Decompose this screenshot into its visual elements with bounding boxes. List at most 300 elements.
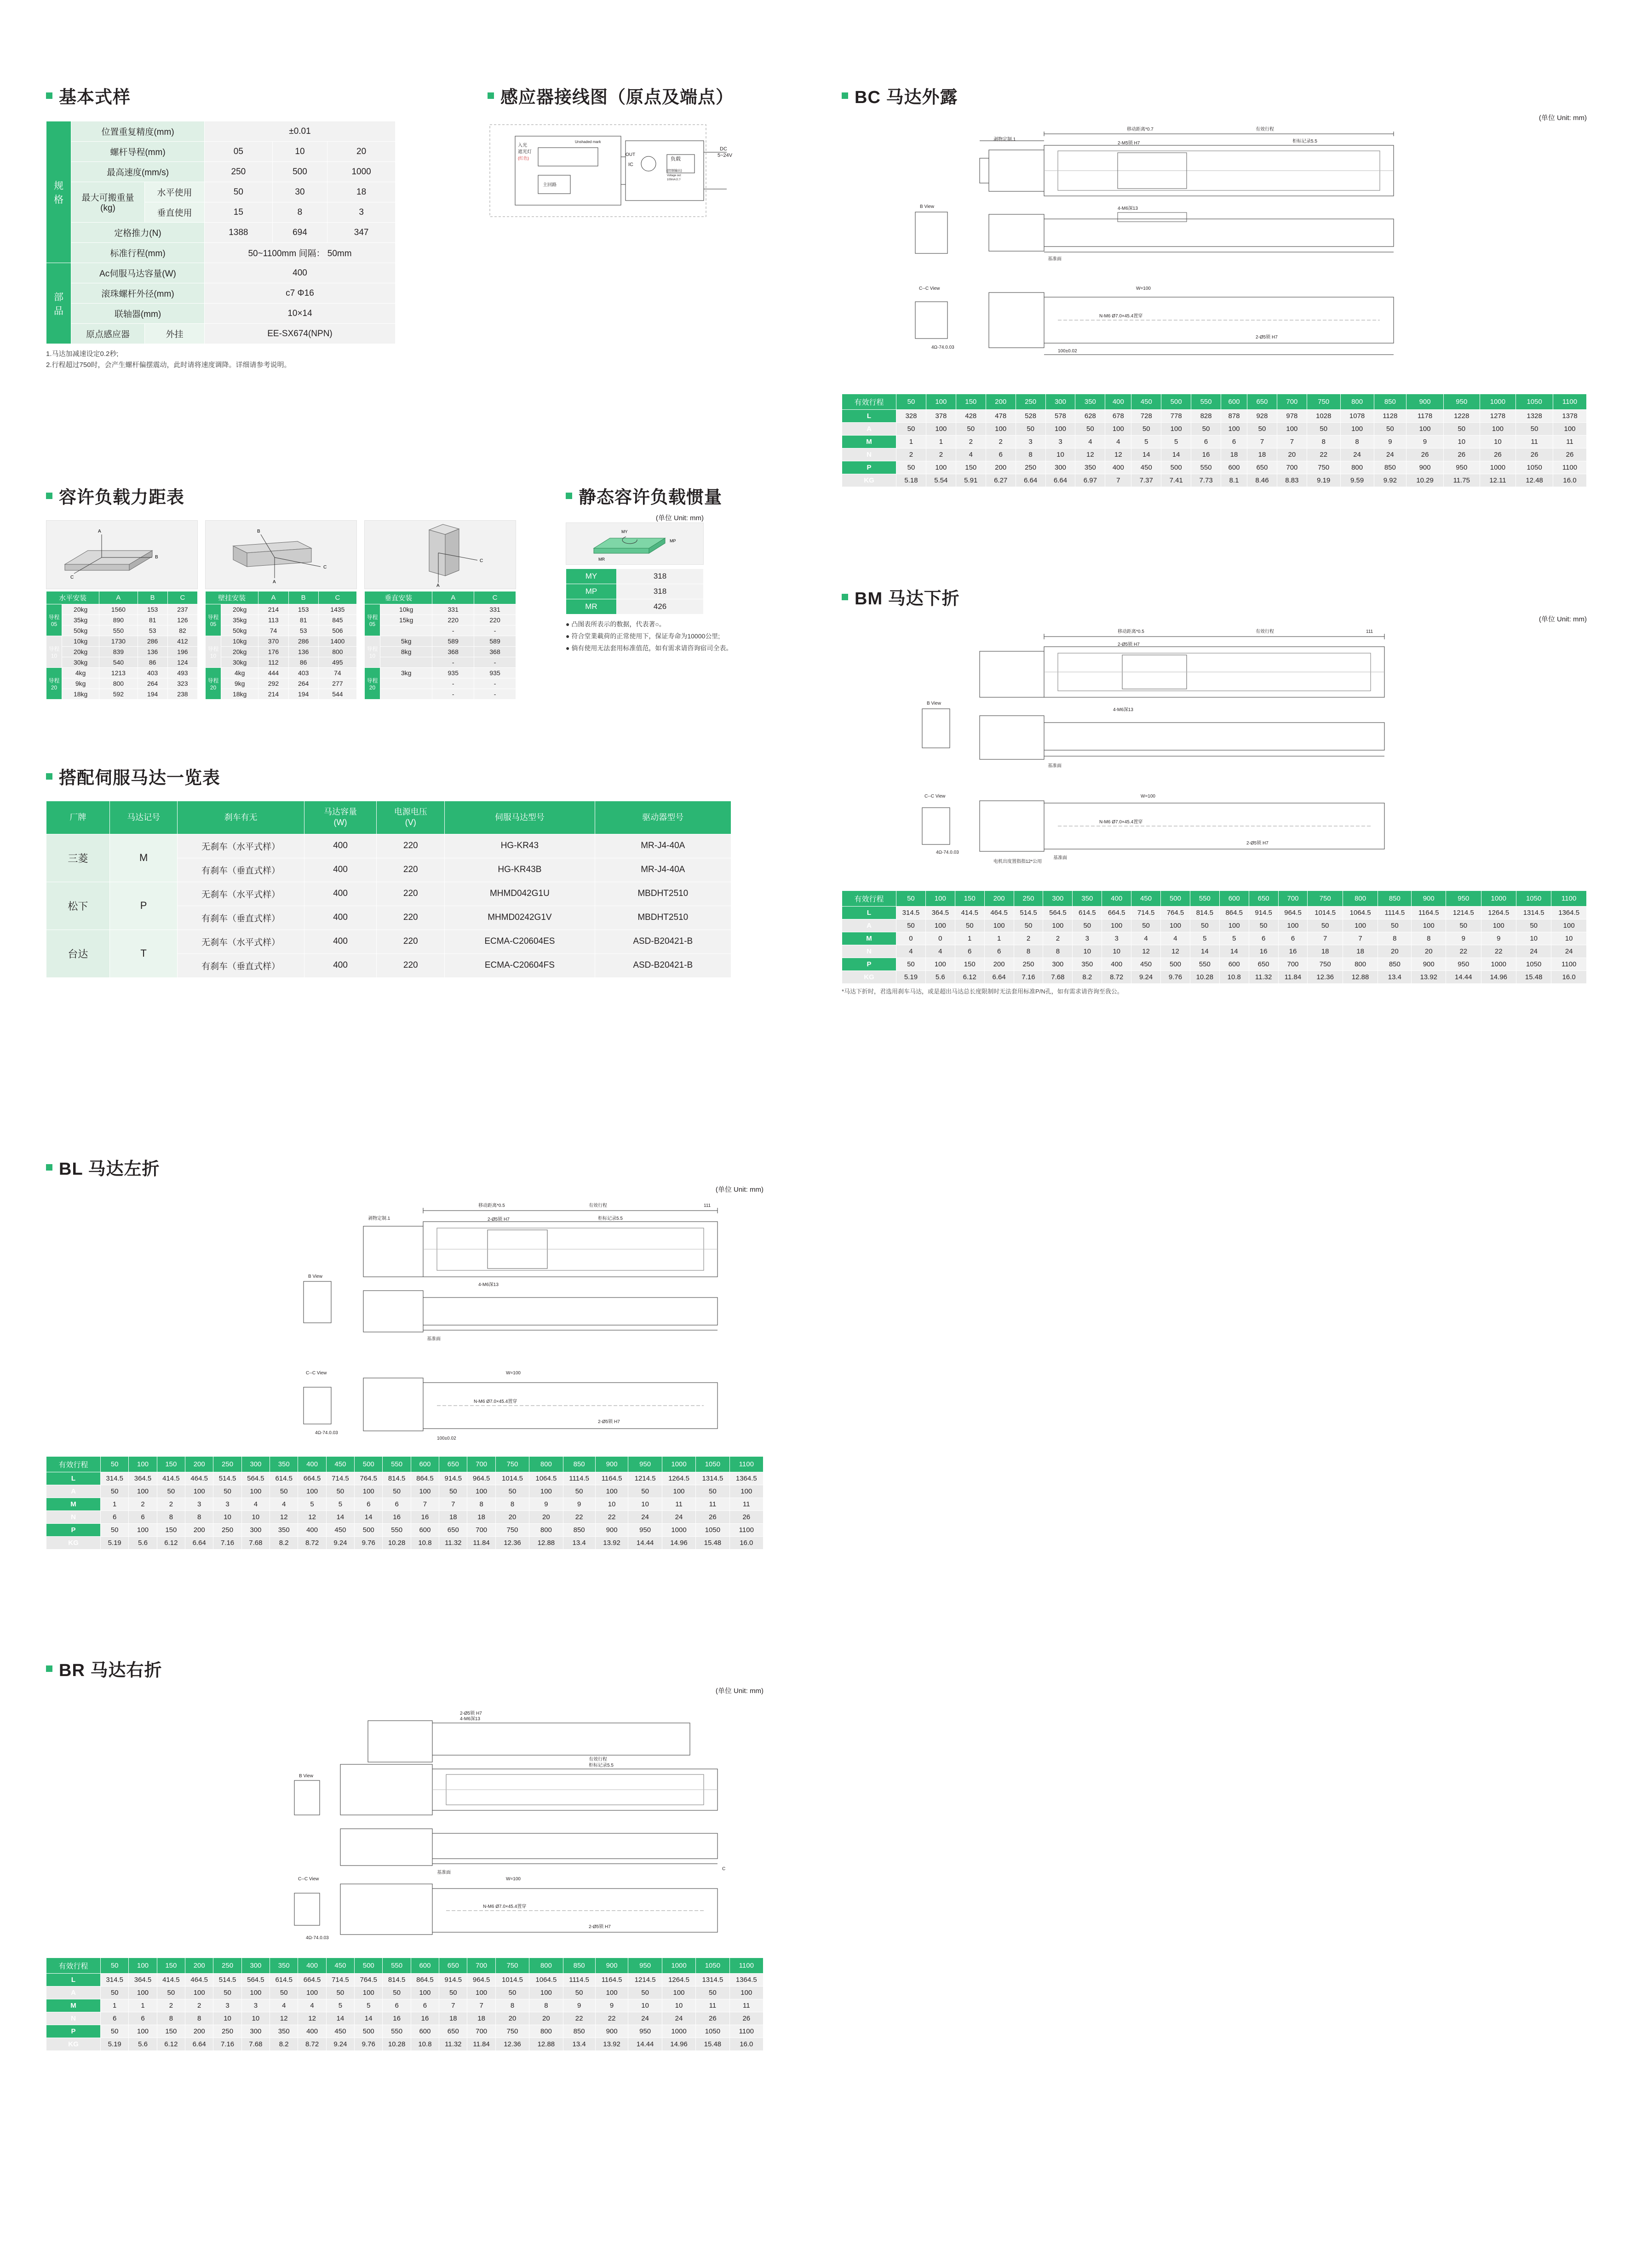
- bullet-icon: [566, 493, 572, 499]
- load-weight: 10kg: [62, 636, 99, 647]
- table-row: [206, 689, 357, 700]
- svg-text:B View: B View: [920, 204, 934, 209]
- dim-cell: 10.28: [383, 1537, 411, 1550]
- svg-text:4-M6深13: 4-M6深13: [460, 1717, 480, 1722]
- dim-cell: 800: [529, 1524, 563, 1537]
- table-row: [46, 121, 396, 142]
- dim-cell: 9: [563, 1498, 595, 1511]
- dim-cell: 20: [1378, 945, 1412, 958]
- dim-header-18: 900: [595, 1958, 628, 1974]
- dim-cell: 50: [101, 1524, 129, 1537]
- dim-header-10: 500: [1161, 891, 1190, 907]
- motor-brake: 无刹车（水平式样）: [178, 882, 304, 906]
- dim-cell: 100: [1343, 919, 1378, 932]
- dim-cell: 7: [1308, 932, 1343, 945]
- dim-cell: 1: [896, 436, 926, 448]
- dim-header-0: 有效行程: [46, 1958, 101, 1974]
- bm-note: *马达下折时，君选用刹车马达，或是超出马达总长度限制时无法套用标准P/N孔，如有需求请咨询至我公。: [842, 988, 1123, 995]
- svg-text:N-M6 Ø7.0×45.4置穿: N-M6 Ø7.0×45.4置穿: [483, 1904, 527, 1909]
- spec-label: 最高速度(mm/s): [71, 162, 205, 182]
- spec-value: 50~1100mm 间隔： 50mm: [205, 243, 396, 263]
- dim-cell: 428: [956, 410, 986, 423]
- dim-header-3: 150: [955, 891, 984, 907]
- table-row: [566, 599, 704, 614]
- load-table-horizontal: [46, 591, 198, 700]
- dim-cell: 1114.5: [563, 1472, 595, 1485]
- dim-cell: 6: [1249, 932, 1278, 945]
- dim-cell: 12: [270, 2012, 298, 2025]
- load-weight: 9kg: [221, 678, 258, 689]
- section-br: [46, 1656, 763, 2051]
- dim-cell: 100: [926, 423, 956, 436]
- svg-text:MY: MY: [621, 529, 628, 534]
- load-value: 935: [432, 668, 474, 678]
- svg-text:4-M6深13: 4-M6深13: [478, 1282, 499, 1287]
- dim-cell: 300: [241, 1524, 270, 1537]
- load-value: 176: [258, 647, 288, 657]
- load-block-horizontal: [46, 520, 198, 700]
- dim-cell: 26: [696, 2012, 729, 2025]
- load-lead-label: 导程 10: [365, 636, 380, 668]
- dim-cell: 8: [1307, 436, 1340, 448]
- dim-header-10: 500: [355, 1457, 383, 1472]
- dim-cell: 100: [411, 1485, 439, 1498]
- spec-value: 500: [272, 162, 327, 182]
- dim-header-21: 1050: [696, 1457, 729, 1472]
- load-value: 264: [288, 678, 318, 689]
- dim-cell: 9: [1374, 436, 1406, 448]
- spec-category-1: 规格: [46, 121, 71, 263]
- dim-cell: 8: [185, 1511, 213, 1524]
- dim-cell: 16: [411, 1511, 439, 1524]
- dim-cell: 12.36: [495, 1537, 529, 1550]
- load-value: -: [432, 657, 474, 668]
- static-moment-table: [566, 568, 704, 614]
- dim-cell: 50: [1443, 423, 1480, 436]
- dim-cell: 50: [270, 1987, 298, 1999]
- dim-cell: 650: [1249, 958, 1278, 971]
- dim-cell: 914.5: [439, 1974, 467, 1987]
- load-value: 1213: [99, 668, 138, 678]
- dim-cell: 8: [1043, 945, 1073, 958]
- load-weight: 20kg: [221, 604, 258, 615]
- dim-cell: 150: [157, 2025, 185, 2038]
- dim-cell: 8.46: [1247, 474, 1277, 487]
- svg-text:2-Ø5锁 H7: 2-Ø5锁 H7: [488, 1217, 510, 1222]
- dim-cell: 10.8: [1219, 971, 1249, 984]
- static-value: 318: [617, 584, 704, 599]
- dim-cell: 750: [1307, 461, 1340, 474]
- dim-cell: 26: [696, 1511, 729, 1524]
- dim-cell: 1364.5: [729, 1472, 763, 1485]
- dim-cell: 700: [467, 1524, 495, 1537]
- load-value: 286: [288, 636, 318, 647]
- svg-text:111: 111: [704, 1203, 711, 1208]
- dim-cell: 10: [1516, 932, 1551, 945]
- load-value: 493: [167, 668, 197, 678]
- bl-dim-body: [46, 1472, 763, 1550]
- load-value: 153: [138, 604, 167, 615]
- dim-header-22: 1100: [729, 1457, 763, 1472]
- svg-text:C--C View: C--C View: [306, 1371, 327, 1376]
- dim-cell: 18: [1247, 448, 1277, 461]
- dim-cell: 350: [270, 1524, 298, 1537]
- table-row: [842, 410, 1587, 423]
- table-row: [206, 615, 357, 626]
- section-bc: [842, 83, 1587, 487]
- dim-cell: 200: [185, 2025, 213, 2038]
- dim-cell: 8: [495, 1999, 529, 2012]
- dim-cell: 7.68: [241, 2038, 270, 2051]
- table-row: [46, 626, 198, 636]
- dim-cell: 1050: [696, 2025, 729, 2038]
- table-row: [46, 182, 396, 202]
- load-value: 331: [474, 604, 516, 615]
- load-weight: 9kg: [62, 678, 99, 689]
- dim-cell: 550: [383, 2025, 411, 2038]
- dim-row-label: A: [46, 1987, 101, 1999]
- dim-cell: 14: [1219, 945, 1249, 958]
- dim-cell: 1114.5: [563, 1974, 595, 1987]
- svg-text:基准面: 基准面: [1048, 764, 1062, 769]
- svg-text:OUT: OUT: [626, 152, 636, 157]
- dim-cell: 100: [986, 423, 1016, 436]
- section-title: BC 马达外露: [855, 88, 958, 107]
- dim-row-label: KG: [46, 1537, 101, 1550]
- dim-cell: 100: [1277, 423, 1307, 436]
- load-value: 403: [138, 668, 167, 678]
- dim-cell: 6: [1278, 932, 1308, 945]
- motor-body: [46, 834, 731, 977]
- table-row: [842, 448, 1587, 461]
- table-row: [566, 584, 704, 599]
- dim-cell: 314.5: [101, 1472, 129, 1485]
- dim-cell: 5.6: [925, 971, 955, 984]
- dim-cell: 5: [1190, 932, 1219, 945]
- dim-cell: 400: [1105, 461, 1131, 474]
- dim-cell: 1314.5: [696, 1472, 729, 1485]
- dim-cell: 50: [1378, 919, 1412, 932]
- dim-cell: 16: [383, 1511, 411, 1524]
- svg-text:B: B: [257, 529, 260, 534]
- dim-cell: 500: [355, 1524, 383, 1537]
- dim-cell: 1378: [1553, 410, 1587, 423]
- dim-row-label: KG: [46, 2038, 101, 2051]
- dim-header-19: 950: [1443, 394, 1480, 410]
- dim-cell: 1: [101, 1498, 129, 1511]
- load-col-c: C: [474, 591, 516, 604]
- dim-cell: 24: [1551, 945, 1587, 958]
- dim-cell: 100: [1105, 423, 1131, 436]
- load-value: 53: [138, 626, 167, 636]
- table-row: [206, 657, 357, 668]
- dim-cell: 864.5: [411, 1472, 439, 1485]
- dim-cell: 8: [1014, 945, 1043, 958]
- svg-text:基准面: 基准面: [1048, 257, 1062, 262]
- dim-cell: 564.5: [241, 1974, 270, 1987]
- dim-header-22: 1100: [1551, 891, 1587, 907]
- load-value: 237: [167, 604, 197, 615]
- section-title: 基本式样: [59, 88, 131, 107]
- dim-cell: 100: [926, 461, 956, 474]
- dim-cell: 6.27: [986, 474, 1016, 487]
- svg-text:有效行程: 有效行程: [589, 1203, 607, 1208]
- dim-cell: 678: [1105, 410, 1131, 423]
- svg-text:有效行程: 有效行程: [1256, 629, 1274, 634]
- svg-text:C: C: [480, 558, 483, 563]
- dim-header-3: 150: [157, 1958, 185, 1974]
- load-weight: 15kg: [380, 615, 432, 626]
- load-value: 540: [99, 657, 138, 668]
- svg-text:B View: B View: [299, 1774, 313, 1779]
- svg-text:C--C View: C--C View: [298, 1877, 319, 1882]
- bm-dim-body: [842, 907, 1587, 984]
- table-row: [46, 1974, 763, 1987]
- dim-cell: 464.5: [984, 907, 1014, 919]
- table-row: [206, 647, 357, 657]
- spec-value: 694: [272, 223, 327, 243]
- load-diagram-vertical: [364, 520, 516, 589]
- load-weight: 3kg: [380, 668, 432, 678]
- dim-header-9: 450: [1131, 891, 1161, 907]
- load-col-b: B: [138, 591, 167, 604]
- dim-cell: 5.6: [129, 2038, 157, 2051]
- dim-cell: 3: [241, 1999, 270, 2012]
- dim-cell: 15.48: [696, 2038, 729, 2051]
- dim-cell: 400: [1102, 958, 1131, 971]
- section-basic: [46, 83, 396, 371]
- load-value: 935: [474, 668, 516, 678]
- dim-cell: 1014.5: [1308, 907, 1343, 919]
- dim-cell: 2: [896, 448, 926, 461]
- dim-cell: 50: [563, 1987, 595, 1999]
- motor-brake: 无刹车（水平式样）: [178, 930, 304, 953]
- dim-header-21: 1050: [696, 1958, 729, 1974]
- dim-cell: 18: [439, 2012, 467, 2025]
- dim-cell: 100: [467, 1485, 495, 1498]
- dim-cell: 7.68: [241, 1537, 270, 1550]
- sensor-wiring-diagram: [488, 120, 773, 235]
- dim-cell: 628: [1075, 410, 1105, 423]
- dim-header-7: 350: [270, 1958, 298, 1974]
- dim-cell: 8: [157, 2012, 185, 2025]
- dim-cell: 800: [529, 2025, 563, 2038]
- svg-text:2-Ø5锁 H7: 2-Ø5锁 H7: [460, 1711, 482, 1716]
- table-row: [842, 436, 1587, 448]
- svg-text:4-M6深13: 4-M6深13: [1113, 707, 1133, 712]
- dim-cell: 14: [1190, 945, 1219, 958]
- load-value: 194: [288, 689, 318, 700]
- load-value: -: [474, 689, 516, 700]
- dim-row-label: M: [46, 1999, 101, 2012]
- table-row: [46, 1485, 763, 1498]
- dim-cell: 100: [241, 1987, 270, 1999]
- dim-cell: 450: [1131, 461, 1161, 474]
- dim-cell: 20: [495, 1511, 529, 1524]
- dim-cell: 414.5: [157, 1472, 185, 1485]
- table-row: [46, 882, 731, 906]
- dim-cell: 750: [495, 2025, 529, 2038]
- svg-text:剥物定制.1: 剥物定制.1: [993, 137, 1016, 142]
- svg-text:5~24V: 5~24V: [718, 153, 733, 158]
- dim-cell: 10: [241, 1511, 270, 1524]
- dim-cell: 850: [563, 1524, 595, 1537]
- load-block-name: 水平安装: [46, 591, 99, 604]
- motor-model: ECMA-C20604ES: [445, 930, 595, 953]
- dim-cell: 350: [270, 2025, 298, 2038]
- table-row: [206, 636, 357, 647]
- dim-cell: 22: [563, 1511, 595, 1524]
- load-col-a: A: [99, 591, 138, 604]
- dim-row-label: A: [46, 1485, 101, 1498]
- load-value: 589: [474, 636, 516, 647]
- dim-cell: 12.88: [529, 1537, 563, 1550]
- load-col-a: A: [258, 591, 288, 604]
- dim-cell: 7.73: [1191, 474, 1221, 487]
- dim-cell: 50: [101, 1987, 129, 1999]
- dim-cell: 50: [896, 919, 926, 932]
- table-row: [46, 678, 198, 689]
- table-row: [46, 243, 396, 263]
- svg-text:A: A: [436, 583, 440, 588]
- motor-voltage: 220: [377, 930, 445, 953]
- dim-row-label: KG: [842, 474, 896, 487]
- dim-cell: 8: [1378, 932, 1412, 945]
- spec-label: 位置重复精度(mm): [71, 121, 205, 142]
- svg-text:(控制输出): (控制输出): [667, 169, 682, 172]
- section-heading-basic: [46, 83, 396, 108]
- load-weight: 10kg: [221, 636, 258, 647]
- motor-header-brake: 刹车有无: [178, 801, 304, 834]
- table-row: [842, 423, 1587, 436]
- svg-text:遮光灯: 遮光灯: [518, 149, 532, 155]
- dim-cell: 16: [1191, 448, 1221, 461]
- dim-cell: 9: [595, 1999, 628, 2012]
- table-row: [46, 142, 396, 162]
- spec-value: 1388: [205, 223, 273, 243]
- svg-text:C: C: [722, 1866, 726, 1872]
- dim-cell: 6: [1191, 436, 1221, 448]
- load-col-c: C: [167, 591, 197, 604]
- svg-text:基准面: 基准面: [427, 1337, 441, 1342]
- dim-cell: 11.32: [439, 2038, 467, 2051]
- dim-cell: 700: [467, 2025, 495, 2038]
- load-value: 589: [432, 636, 474, 647]
- section-title: 感应器接线图（原点及端点）: [500, 88, 734, 107]
- svg-text:W=100: W=100: [506, 1877, 521, 1882]
- svg-text:移动距离*0.5: 移动距离*0.5: [478, 1203, 505, 1208]
- dim-cell: 100: [1045, 423, 1075, 436]
- dim-cell: 1100: [1551, 958, 1587, 971]
- dim-cell: 450: [326, 2025, 354, 2038]
- table-row: [46, 304, 396, 324]
- dim-cell: 4: [956, 448, 986, 461]
- dim-cell: 1178: [1406, 410, 1444, 423]
- dim-cell: 1314.5: [696, 1974, 729, 1987]
- dim-cell: 1314.5: [1516, 907, 1551, 919]
- load-weight: 20kg: [62, 604, 99, 615]
- dim-row-label: L: [46, 1974, 101, 1987]
- dim-cell: 50: [1075, 423, 1105, 436]
- load-col-c: C: [318, 591, 356, 604]
- bullet-icon: [46, 1164, 52, 1171]
- bc-dim-body: [842, 410, 1587, 487]
- dim-cell: 100: [1278, 919, 1308, 932]
- dim-cell: 1164.5: [595, 1974, 628, 1987]
- dim-cell: 514.5: [213, 1974, 241, 1987]
- dim-header-1: 50: [101, 1958, 129, 1974]
- table-row: [46, 162, 396, 182]
- dim-cell: 8.2: [1073, 971, 1102, 984]
- dim-cell: 10: [1480, 436, 1516, 448]
- bl-dimension-table: [46, 1456, 763, 1550]
- dim-cell: 100: [298, 1485, 326, 1498]
- dim-cell: 50: [628, 1987, 662, 1999]
- dim-cell: 100: [298, 1987, 326, 1999]
- dim-cell: 814.5: [383, 1974, 411, 1987]
- dim-cell: 5: [1161, 436, 1191, 448]
- dim-header-2: 100: [129, 1457, 157, 1472]
- load-weight: [380, 689, 432, 700]
- table-header-row: [46, 1958, 763, 1974]
- dim-header-13: 650: [439, 1958, 467, 1974]
- dim-cell: 100: [355, 1485, 383, 1498]
- dim-cell: 7.68: [1043, 971, 1073, 984]
- motor-voltage: 220: [377, 882, 445, 906]
- dim-cell: 664.5: [298, 1974, 326, 1987]
- load-value: 277: [318, 678, 356, 689]
- svg-text:C--C View: C--C View: [924, 794, 946, 799]
- spec-value: 1000: [327, 162, 396, 182]
- dim-cell: 24: [1340, 448, 1374, 461]
- bl-drawing: [46, 1194, 763, 1452]
- dim-cell: 6: [101, 2012, 129, 2025]
- dim-cell: 7.16: [1014, 971, 1043, 984]
- dim-cell: 16.0: [1553, 474, 1587, 487]
- dim-cell: 50: [563, 1485, 595, 1498]
- dim-cell: 11.84: [1278, 971, 1308, 984]
- static-note-2: ● 倘有使用无法套用标准值范，如有需求请咨询宿司全表。: [566, 644, 733, 652]
- dim-cell: 250: [213, 1524, 241, 1537]
- dim-cell: 450: [326, 1524, 354, 1537]
- dim-cell: 100: [662, 1485, 695, 1498]
- load-blocks: [46, 520, 552, 700]
- spec-label: 联轴器(mm): [71, 304, 205, 324]
- motor-brake: 无刹车（水平式样）: [178, 834, 304, 858]
- table-row: [365, 636, 516, 647]
- table-row: [46, 636, 198, 647]
- dim-cell: 978: [1277, 410, 1307, 423]
- dim-cell: 24: [1516, 945, 1551, 958]
- dim-cell: 12: [298, 2012, 326, 2025]
- dim-cell: 250: [1014, 958, 1043, 971]
- dim-cell: 3: [185, 1498, 213, 1511]
- dim-cell: 664.5: [298, 1472, 326, 1485]
- dim-cell: 50: [896, 423, 926, 436]
- spec-value: 347: [327, 223, 396, 243]
- dim-cell: 6.12: [157, 1537, 185, 1550]
- dim-cell: 1000: [662, 2025, 695, 2038]
- load-block-wall: [205, 520, 357, 700]
- dim-cell: 928: [1247, 410, 1277, 423]
- dim-cell: 1050: [696, 1524, 729, 1537]
- dim-cell: 14.44: [628, 1537, 662, 1550]
- section-title: BM 马达下折: [855, 589, 960, 609]
- motor-driver: MR-J4-40A: [595, 858, 731, 882]
- dim-cell: 13.92: [595, 2038, 628, 2051]
- load-weight: 4kg: [62, 668, 99, 678]
- dim-cell: 20: [495, 2012, 529, 2025]
